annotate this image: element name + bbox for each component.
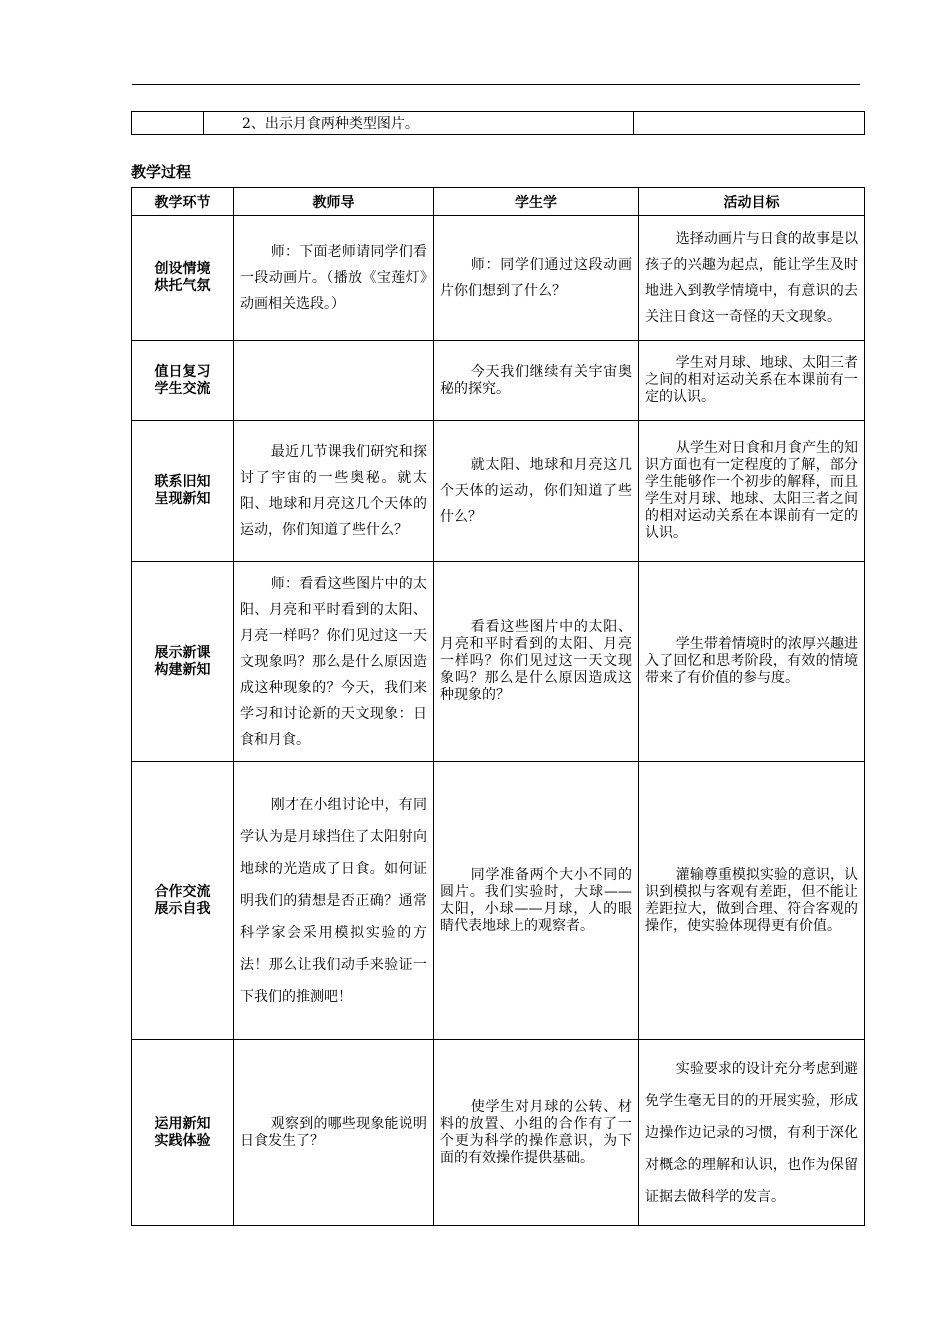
stage-label: 运用新知 <box>154 1115 211 1132</box>
stage-label: 烘托气氛 <box>154 278 211 294</box>
goal-text: 学生对月球、地球、太阳三者之间的相对运动关系在本课前有一定的认识。 <box>645 355 858 405</box>
top-table <box>131 111 865 135</box>
teacher-cell <box>234 341 434 421</box>
teacher-text: 观察到的哪些现象能说明日食发生了？ <box>240 1115 427 1149</box>
table-row <box>132 216 865 341</box>
goal-cell <box>639 216 865 341</box>
stage-label: 合作交流 <box>154 883 211 900</box>
stage-cell <box>132 1040 234 1226</box>
teacher-cell <box>234 1040 434 1226</box>
goal-cell <box>639 341 865 421</box>
student-cell <box>434 762 639 1040</box>
teacher-text: 师：下面老师请同学们看一段动画片。（播放《宝莲灯》动画相关选段。） <box>240 244 427 312</box>
student-text: 使学生对月球的公转、材料的放置、小组的合作有了一个更为科学的操作意识，为下面的有效操作提供基础。 <box>440 1098 632 1166</box>
student-cell <box>434 562 639 762</box>
header-stage: 教学环节 <box>132 188 234 216</box>
student-cell <box>434 341 639 421</box>
teacher-text: 师：看看这些图片中的太阳、月亮和平时看到的太阳、月亮一样吗？你们见过这一天文现象吗？那么是什么原因造成这种现象的？今天，我们来学习和讨论新的天文现象：日食和月食。 <box>240 575 427 748</box>
student-cell <box>434 421 639 562</box>
goal-text: 实验要求的设计充分考虑到避免学生毫无目的的开展实验，形成边操作边记录的习惯，有利于深化对概念的理解和认识，也作为保留证据去做科学的发言。 <box>645 1060 858 1205</box>
cell-text: 2、出示月食两种类型图片。 <box>242 116 419 132</box>
teaching-process-table <box>131 187 865 1226</box>
teacher-text: 最近几节课我们研究和探讨了宇宙的一些奥秘。就太阳、地球和月亮这几个天体的运动，你们知道了些什么？ <box>240 444 427 538</box>
goal-cell <box>639 1040 865 1226</box>
table-row <box>132 1040 865 1226</box>
goal-text: 从学生对日食和月食产生的知识方面也有一定程度的了解，部分学生能够作一个初步的解释，而且学生对月球、地球、太阳三者之间的相对运动关系在本课前有一定的认识。 <box>645 440 858 541</box>
teacher-cell <box>234 421 434 562</box>
stage-label: 值日复习 <box>154 363 211 380</box>
student-text: 今天我们继续有关宇宙奥秘的探究。 <box>440 363 632 397</box>
stage-label: 构建新知 <box>154 661 211 678</box>
teacher-text: 刚才在小组讨论中，有同学认为是月球挡住了太阳射向地球的光造成了日食。如何证明我们的猜想是否正确？通常科学家会采用模拟实验的方法！那么让我们动手来验证一下我们的推测吧！ <box>240 796 427 1005</box>
stage-cell <box>132 421 234 562</box>
student-cell <box>434 1040 639 1226</box>
table-cell <box>204 112 634 135</box>
student-cell <box>434 216 639 341</box>
table-row <box>132 341 865 421</box>
goal-text: 学生带着情境时的浓厚兴趣进入了回忆和思考阶段，有效的情境带来了有价值的参与度。 <box>645 636 858 686</box>
header-goal: 活动目标 <box>639 188 865 216</box>
header-teacher: 教师导 <box>234 188 434 216</box>
teacher-cell <box>234 216 434 341</box>
teacher-cell <box>234 562 434 762</box>
goal-text: 灌输尊重模拟实验的意识，认识到模拟与客观有差距，但不能让差距拉大，做到合理、符合客观的操作，使实验体现得更有价值。 <box>645 866 858 934</box>
table-row <box>132 112 865 135</box>
stage-label: 创设情境 <box>154 261 211 277</box>
stage-cell <box>132 762 234 1040</box>
goal-cell <box>639 421 865 562</box>
stage-label: 呈现新知 <box>154 491 211 507</box>
student-text: 同学准备两个大小不同的圆片。我们实验时，大球——太阳，小球——月球，人的眼睛代表地球上的观察者。 <box>440 866 632 934</box>
student-text: 师：同学们通过这段动画片你们想到了什么？ <box>440 257 632 299</box>
header-row <box>132 188 865 216</box>
student-text: 看看这些图片中的太阳、月亮和平时看到的太阳、月亮一样吗？你们见过这一天文现象吗？那么是什么原因造成这种现象的？ <box>440 619 632 703</box>
stage-label: 展示新课 <box>154 644 211 661</box>
header-rule <box>132 84 860 85</box>
goal-cell <box>639 762 865 1040</box>
section-title: 教学过程 <box>131 163 192 181</box>
table-cell <box>132 112 204 135</box>
goal-text: 选择动画片与日食的故事是以孩子的兴趣为起点，能让学生及时地进入到教学情境中，有意识的去关注日食这一奇怪的天文现象。 <box>645 231 858 325</box>
header-student: 学生学 <box>434 188 639 216</box>
stage-label: 展示自我 <box>154 900 211 917</box>
stage-label: 联系旧知 <box>154 474 211 490</box>
student-text: 就太阳、地球和月亮这几个天体的运动，你们知道了些什么？ <box>440 457 632 525</box>
teacher-cell <box>234 762 434 1040</box>
goal-cell <box>639 562 865 762</box>
table-row <box>132 562 865 762</box>
stage-cell <box>132 216 234 341</box>
stage-label: 学生交流 <box>154 380 211 397</box>
table-row <box>132 762 865 1040</box>
table-cell <box>634 112 865 135</box>
stage-label: 实践体验 <box>154 1132 211 1149</box>
stage-cell <box>132 562 234 762</box>
table-row <box>132 421 865 562</box>
stage-cell <box>132 341 234 421</box>
